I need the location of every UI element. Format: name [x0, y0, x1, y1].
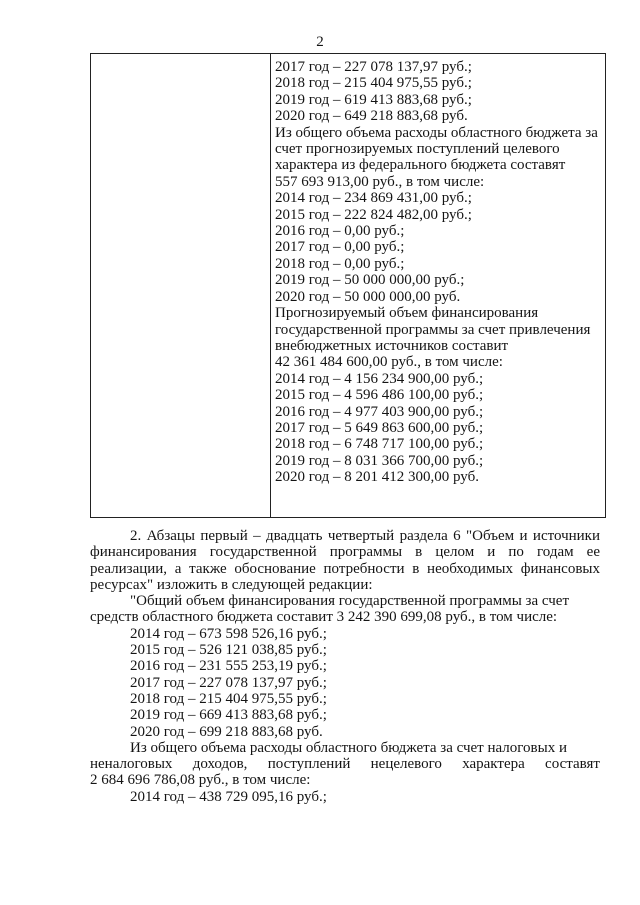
extra-year-line: 2014 год – 4 156 234 900,00 руб.; — [275, 370, 484, 387]
federal-year-line: 2014 год – 234 869 431,00 руб.; — [275, 190, 472, 207]
page-number: 2 — [316, 34, 324, 50]
federal-year-line: 2020 год – 50 000 000,00 руб. — [275, 288, 461, 305]
tax-line: Из общего объема расходы областного бюджета за счет налоговых и — [130, 739, 567, 756]
year-line: 2014 год – 673 598 526,16 руб.; — [130, 625, 327, 642]
table-line: 2017 год – 227 078 137,97 руб.; — [275, 59, 472, 75]
tax-line: 2 684 696 786,08 руб., в том числе: — [90, 772, 311, 789]
year-line: 2018 год – 215 404 975,55 руб.; — [130, 690, 327, 707]
body-text — [90, 528, 600, 805]
federal-intro-line: счет прогнозируемых поступлений целевого — [275, 141, 560, 158]
tax-word: нецелевого — [370, 756, 442, 773]
federal-year-line: 2015 год – 222 824 482,00 руб.; — [275, 206, 472, 223]
year-line: 2014 год – 438 729 095,16 руб.; — [130, 788, 327, 805]
table-left-cell — [91, 54, 271, 517]
federal-year-line: 2016 год – 0,00 руб.; — [275, 223, 405, 240]
extra-year-line: 2020 год – 8 201 412 300,00 руб. — [275, 469, 479, 486]
tax-word: неналоговых — [90, 756, 173, 773]
table-line: 2018 год – 215 404 975,55 руб.; — [275, 75, 472, 92]
table-line: 2020 год – 649 218 883,68 руб. — [275, 108, 468, 125]
extra-year-line: 2016 год – 4 977 403 900,00 руб.; — [275, 403, 484, 420]
extra-year-line: 2017 год – 5 649 863 600,00 руб.; — [275, 419, 484, 436]
tax-word: доходов, — [192, 756, 248, 773]
tax-line-spread — [90, 756, 600, 772]
year-line: 2019 год – 669 413 883,68 руб.; — [130, 707, 327, 724]
federal-year-line: 2019 год – 50 000 000,00 руб.; — [275, 272, 465, 289]
year-line: 2015 год – 526 121 038,85 руб.; — [130, 642, 327, 659]
federal-year-line: 2017 год – 0,00 руб.; — [275, 239, 405, 256]
table-right-cell — [275, 59, 599, 486]
extra-intro-line: внебюджетных источников составит — [275, 337, 509, 354]
extra-year-line: 2019 год – 8 031 366 700,00 руб.; — [275, 452, 484, 469]
extra-intro-line: Прогнозируемый объем финансирования — [275, 305, 539, 322]
tax-word: составят — [545, 756, 600, 773]
federal-year-line: 2018 год – 0,00 руб.; — [275, 255, 405, 272]
tax-word: характера — [462, 756, 525, 773]
federal-intro-line: характера из федерального бюджета составят — [275, 157, 566, 174]
extra-year-line: 2015 год – 4 596 486 100,00 руб.; — [275, 387, 484, 404]
year-line: 2017 год – 227 078 137,97 руб.; — [130, 674, 327, 691]
tax-word: поступлений — [267, 756, 351, 773]
extra-intro-line: 42 361 484 600,00 руб., в том числе: — [275, 354, 503, 371]
year-line: 2020 год – 699 218 883,68 руб. — [130, 723, 323, 740]
federal-intro-line: Из общего объема расходы областного бюджета за — [275, 124, 598, 141]
table-line: 2019 год – 619 413 883,68 руб.; — [275, 91, 472, 108]
quote-line: средств областного бюджета составит 3 242 390 699,08 руб., в том числе: — [90, 609, 558, 626]
budget-table — [90, 53, 606, 518]
extra-intro-line: государственной программы за счет привлечения — [275, 321, 591, 338]
year-line: 2016 год – 231 555 253,19 руб.; — [130, 658, 327, 675]
extra-year-line: 2018 год – 6 748 717 100,00 руб.; — [275, 436, 484, 453]
paragraph-2: 2. Абзацы первый – двадцать четвертый раздела 6 "Объем и источники финансирования государственной программы в целом и по годам ее реализации, а также обоснование потребности в необходимых финансовых ресурсах" изложить в следующей редакции: — [90, 528, 600, 593]
federal-intro-line: 557 693 913,00 руб., в том числе: — [275, 173, 485, 190]
quote-line: "Общий объем финансирования государственной программы за счет — [130, 593, 569, 610]
